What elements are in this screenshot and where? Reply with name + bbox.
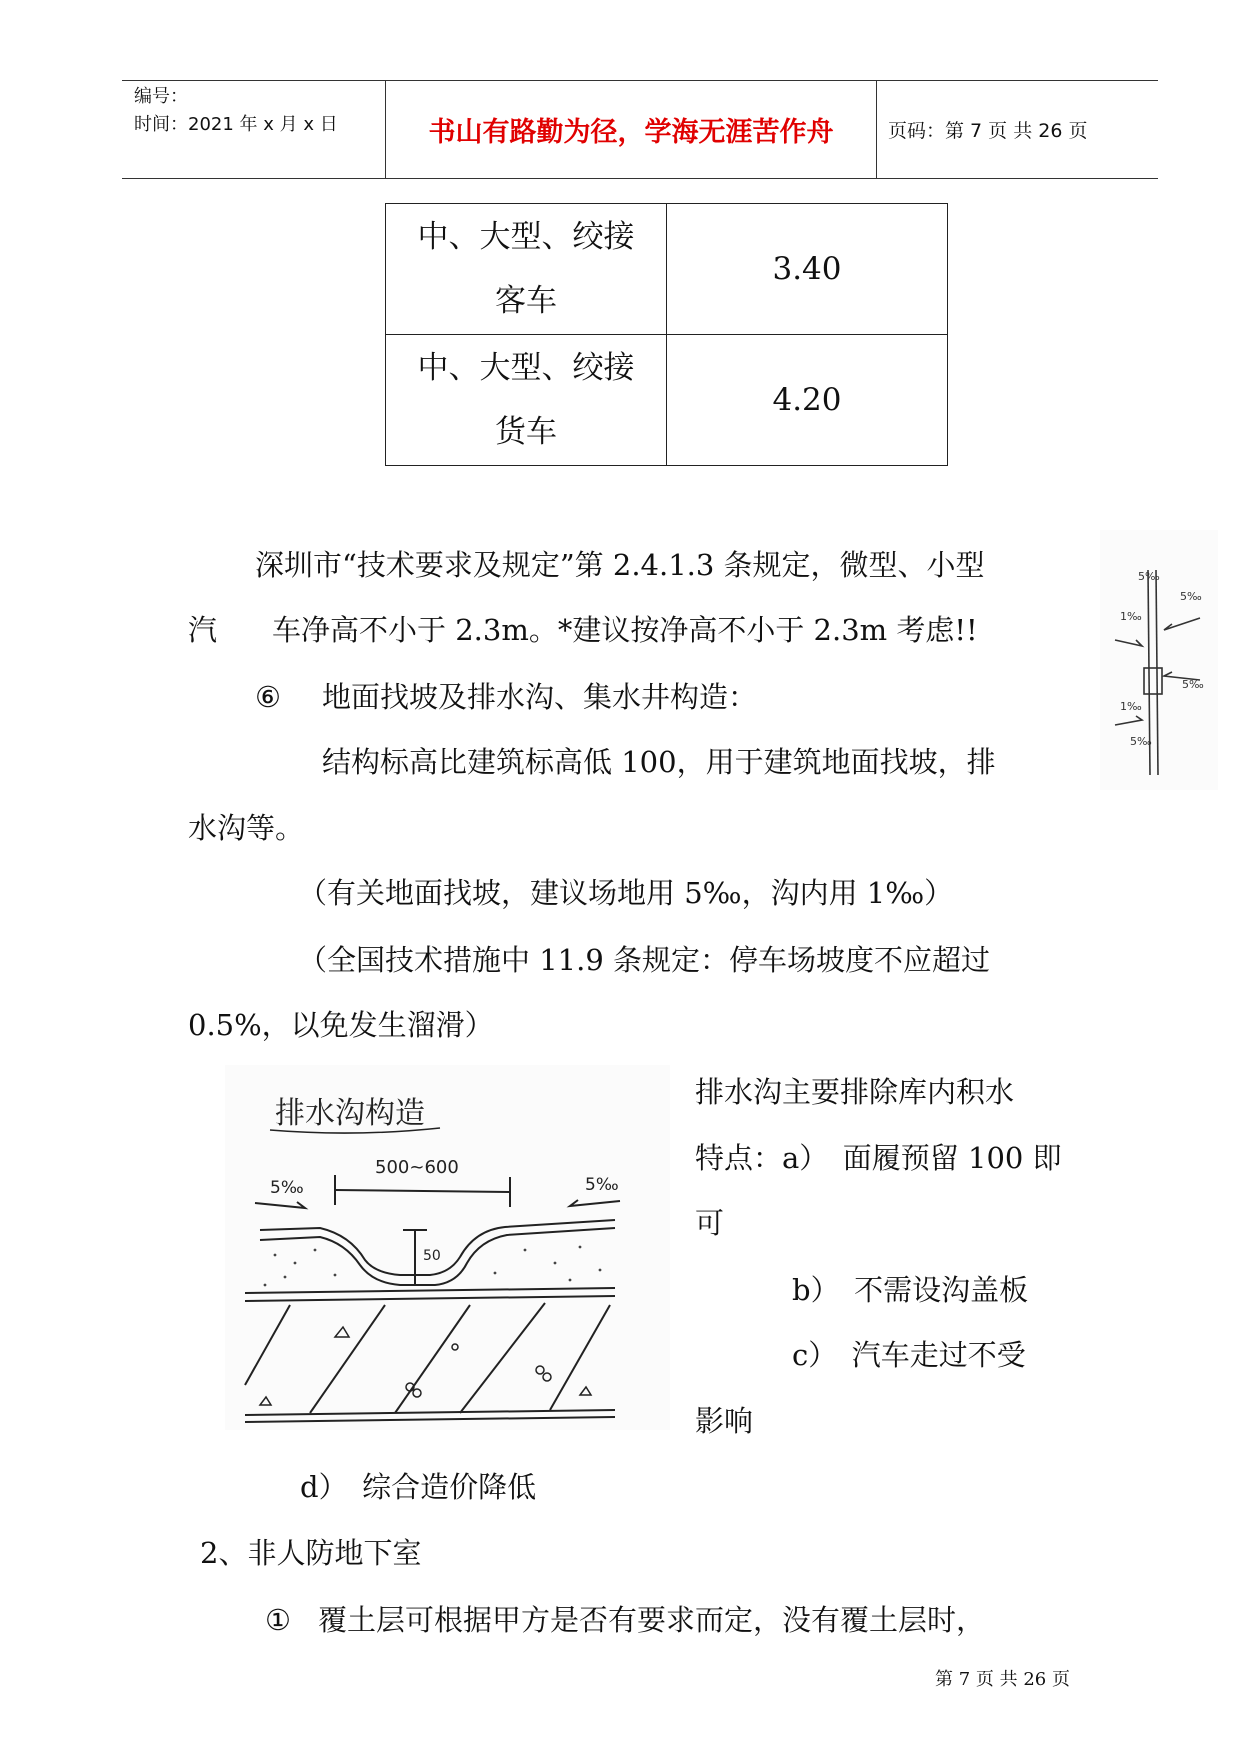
note-line: 0.5%，以免发生溜滑） [188,1008,494,1042]
slope-left-label: 5‰ [270,1178,304,1198]
plan-label: 5‰ [1130,735,1152,748]
note-line: （有关地面找坡，建议场地用 5‰，沟内用 1‰） [298,876,954,910]
side-text: 排水沟主要排除库内积水 [695,1075,1015,1109]
dim-width-label: 500~600 [375,1157,459,1178]
slope-right-label: 5‰ [585,1175,619,1195]
table-cell-value: 3.40 [667,204,948,335]
paragraph-line: 车净高不小于 2.3m。*建议按净高不小于 2.3m 考虑!! [272,613,978,647]
cell-text: 中、大型、绞接 [417,350,635,386]
depth-label: 50 [423,1248,441,1264]
section-heading: 2、非人防地下室 [200,1536,422,1570]
paragraph-line: 结构标高比建筑标高低 100，用于建筑地面找坡，排 [322,745,996,779]
header-page-label: 页码：第 7 页 共 26 页 [888,120,1088,142]
plan-sketch-drawing [1100,530,1218,790]
table-cell-type [386,204,667,335]
paragraph-line: 深圳市“技术要求及规定”第 2.4.1.3 条规定，微型、小型 [255,548,985,582]
side-text: 影响 [695,1404,754,1438]
header-meta [134,83,384,139]
plan-label: 1‰ [1120,610,1142,623]
paragraph-line: 水沟等。 [188,811,305,845]
time-label: 时间：2021 年 x 月 x 日 [134,114,338,135]
item-marker: ① [265,1603,291,1637]
list-item: d） 综合造价降低 [300,1470,537,1504]
side-text: 特点：a） 面履预留 100 即 [695,1141,1062,1175]
table-cell-value: 4.20 [667,335,948,466]
drain-section-sketch [225,1065,670,1430]
plan-label: 5‰ [1182,678,1204,691]
number-label: 编号： [134,86,188,107]
page-header [122,80,1158,179]
cell-text: 货车 [495,414,557,450]
table-cell-type [386,335,667,466]
plan-label: 5‰ [1138,570,1160,583]
plan-label: 1‰ [1120,700,1142,713]
paragraph-line: 覆土层可根据甲方是否有要求而定，没有覆土层时， [318,1603,986,1637]
sketch-title: 排水沟构造 [275,1096,425,1131]
cell-text: 客车 [495,283,557,319]
table-row [386,335,948,466]
clearance-table [385,203,948,466]
table-row [386,204,948,335]
side-text: 可 [695,1206,725,1240]
page-footer: 第 7 页 共 26 页 [935,1669,1070,1690]
header-divider [876,81,877,178]
cell-text: 中、大型、绞接 [417,219,635,255]
item-title: 地面找坡及排水沟、集水井构造： [322,680,758,714]
plan-label: 5‰ [1180,590,1202,603]
note-line: （全国技术措施中 11.9 条规定：停车场坡度不应超过 [298,943,991,977]
side-text: b） 不需设沟盖板 [792,1273,1029,1307]
side-text: c） 汽车走过不受 [792,1338,1026,1372]
header-motto: 书山有路勤为径，学海无涯苦作舟 [428,117,834,148]
paragraph-line: 汽 [188,613,218,647]
drain-sketch-drawing [225,1065,670,1430]
item-marker: ⑥ [255,680,281,714]
drain-plan-sketch [1100,530,1218,790]
